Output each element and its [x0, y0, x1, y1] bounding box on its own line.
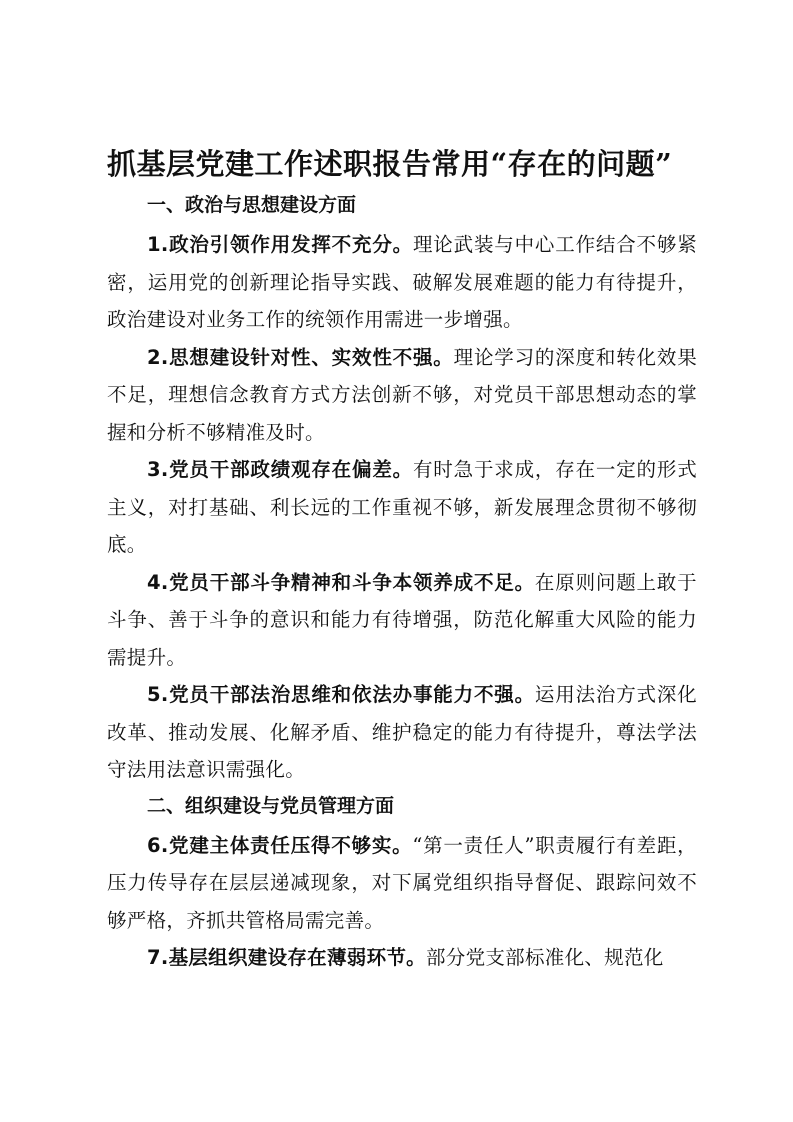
item-text: 有时急于求成，存在一定的形式主义，对打基础、利长远的工作重视不够，新发展理念贯彻不够彻底。: [107, 458, 697, 556]
problem-item: [107, 676, 697, 789]
item-text: “第一责任人”职责履行有差距，压力传导存在层层递减现象，对下属党组织指导督促、跟踪问效不够严格，齐抓共管格局需完善。: [107, 833, 697, 932]
item-lead: 7.基层组织建设存在薄弱环节。: [147, 946, 426, 969]
item-lead: 1.政治引领作用发挥不充分。: [147, 233, 413, 256]
item-text: 在原则问题上敢于斗争、善于斗争的意识和能力有待增强，防范化解重大风险的能力需提升。: [107, 570, 697, 669]
item-lead: 4.党员干部斗争精神和斗争本领养成不足。: [147, 570, 535, 594]
item-lead: 2.思想建设针对性、实效性不强。: [147, 345, 454, 369]
document-body: [107, 146, 697, 977]
problem-item: [107, 339, 697, 452]
section-heading: 一、政治与思想建设方面: [147, 194, 357, 216]
problem-item: [107, 226, 697, 339]
document-title: 抓基层党建工作述职报告常用“存在的问题”: [107, 147, 673, 181]
problem-item: [107, 939, 697, 977]
item-lead: 3.党员干部政绩观存在偏差。: [147, 458, 413, 481]
item-lead: 6.党建主体责任压得不够实。: [147, 833, 413, 857]
item-text: 理论学习的深度和转化效果不足，理想信念教育方式方法创新不够，对党员干部思想动态的掌握和分析不够精准及时。: [107, 345, 697, 444]
item-text: 部分党支部标准化、规范化: [425, 946, 664, 969]
item-text: 理论武装与中心工作结合不够紧密，运用党的创新理论指导实践、破解发展难题的能力有待提升，政治建设对业务工作的统领作用需进一步增强。: [107, 233, 697, 331]
problem-item: [107, 451, 697, 564]
problem-item: [107, 564, 697, 677]
item-text: 运用法治方式深化改革、推动发展、化解矛盾、维护稳定的能力有待提升，尊法学法守法用法意识需强化。: [107, 683, 697, 781]
section-heading: 二、组织建设与党员管理方面: [147, 794, 395, 817]
problem-item: [107, 827, 697, 940]
item-lead: 5.党员干部法治思维和依法办事能力不强。: [147, 683, 535, 706]
